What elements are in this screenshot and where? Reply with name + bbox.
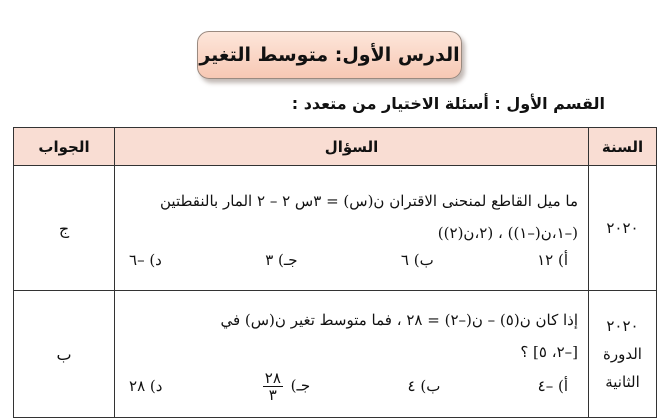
lesson-title: الدرس الأول: متوسط التغير	[199, 44, 460, 66]
fraction-denominator: ٣	[268, 385, 277, 404]
option-c: جـ) ٣	[265, 251, 298, 269]
table-row	[14, 166, 657, 291]
option-d: د) ٢٨	[129, 377, 163, 395]
option-c-label: جـ)	[290, 376, 311, 394]
question-cell	[115, 166, 589, 291]
option-a: أ) ١٢	[537, 251, 568, 269]
question-line: إذا كان ن(٥) – ن(–٢) = ٢٨ ، فما متوسط تغير ن(س) في	[220, 310, 578, 329]
fraction	[263, 370, 283, 403]
year-line: ٢٠٢٠	[606, 317, 639, 335]
options-row	[125, 368, 578, 405]
options-row	[125, 249, 578, 271]
fraction-numerator: ٢٨	[264, 368, 281, 387]
year-cell	[589, 291, 657, 418]
year-cell	[589, 166, 657, 291]
table-row	[14, 291, 657, 418]
option-c	[260, 370, 310, 403]
year-line: الثانية	[605, 373, 640, 391]
table-header-row	[14, 128, 657, 166]
question-cell	[115, 291, 589, 418]
option-a: أ) –٤	[537, 377, 568, 395]
header-question: السؤال	[115, 128, 589, 166]
option-b: ب) ٦	[400, 251, 434, 269]
answer-cell: ب	[14, 291, 115, 418]
header-answer: الجواب	[14, 128, 115, 166]
header-year: السنة	[589, 128, 657, 166]
section-heading: القسم الأول : أسئلة الاختيار من متعدد :	[291, 94, 605, 113]
year-line: ٢٠٢٠	[606, 219, 639, 237]
year-line: الدورة	[603, 345, 642, 363]
question-line: ما ميل القاطع لمنحنى الاقتران ن(س) = ٣س ٢ – ٢ المار بالنقطتين	[160, 192, 578, 210]
option-b: ب) ٤	[407, 377, 441, 395]
questions-table	[13, 127, 657, 418]
lesson-title-box	[197, 31, 462, 79]
question-line: [–٢، ٥] ؟	[520, 342, 578, 361]
answer-cell: ج	[14, 166, 115, 291]
option-d: د) –٦	[129, 251, 162, 269]
question-line: (–١،ن(–١)) ، (٢،ن(٢))	[437, 224, 578, 242]
